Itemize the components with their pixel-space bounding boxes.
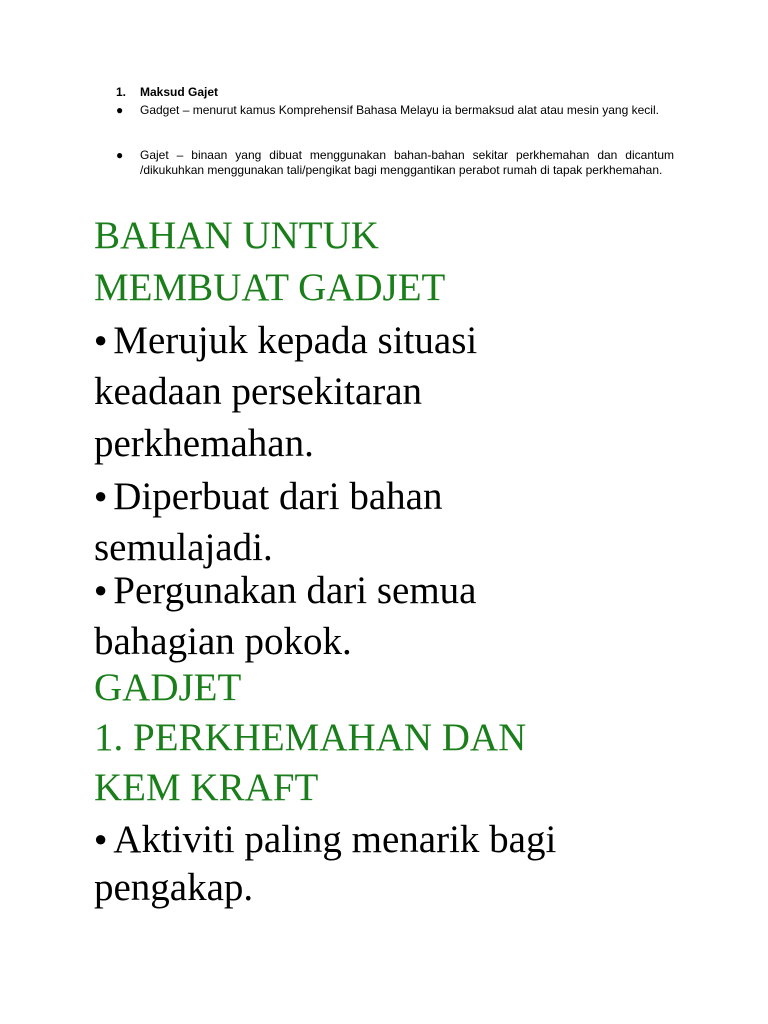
point-line (94, 564, 734, 617)
definition-bullet (116, 148, 674, 177)
point-line: keadaan persekitaran (94, 370, 423, 413)
point-line (94, 470, 734, 523)
point-line: semulajadi. (94, 526, 273, 569)
heading-gadjet: GADJET (94, 666, 242, 709)
heading-text: Maksud Gajet (140, 85, 219, 99)
heading-bahan-line2: MEMBUAT GADJET (94, 266, 446, 309)
point-text: Aktiviti paling menarik bagi (113, 818, 557, 861)
point-text: Merujuk kepada situasi (113, 319, 478, 362)
definition-text: Gajet – binaan yang dibuat menggunakan bahan-bahan sekitar perkhemahan dan dicantum /dikukuhkan menggunakan tali/pengikat bagi menggantikan perabot rumah di tapak perkhemahan. (140, 148, 674, 177)
point-line (94, 314, 734, 367)
bullet-icon: ● (94, 327, 108, 352)
bullet-icon: ● (116, 103, 124, 117)
point-line: bahagian pokok. (94, 620, 352, 663)
bullet-icon: ● (94, 826, 108, 851)
point-line: perkhemahan. (94, 422, 314, 465)
definition-bullet (116, 103, 674, 118)
heading-perkhemahan-line1: 1. PERKHEMAHAN DAN (94, 716, 527, 759)
point-text: Pergunakan dari semua (113, 569, 477, 612)
heading-bahan-line1: BAHAN UNTUK (94, 214, 379, 257)
heading-perkhemahan-line2: KEM KRAFT (94, 766, 319, 809)
bullet-icon: ● (116, 148, 124, 162)
definition-text: Gadget – menurut kamus Komprehensif Bahasa Melayu ia bermaksud alat atau mesin yang kecil. (140, 103, 659, 117)
point-text: Diperbuat dari bahan (113, 475, 443, 518)
section-heading (116, 85, 674, 99)
heading-number: 1. (116, 85, 127, 99)
point-line (94, 813, 734, 866)
bullet-icon: ● (94, 483, 108, 508)
point-line: pengakap. (94, 866, 254, 909)
bullet-icon: ● (94, 577, 108, 602)
